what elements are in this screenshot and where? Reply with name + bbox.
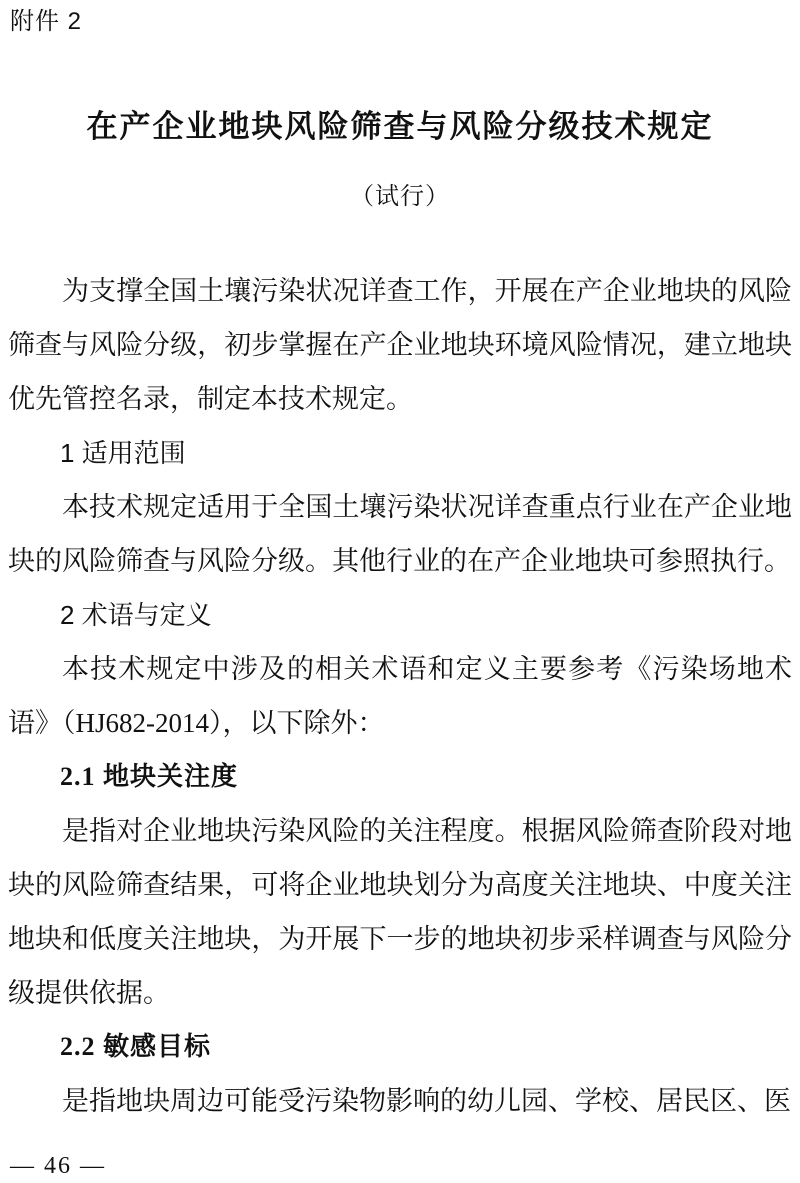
document-subtitle: （试行） bbox=[350, 184, 450, 210]
heading-terms: 2 术语与定义 bbox=[60, 600, 212, 630]
heading-scope: 1 适用范围 bbox=[60, 438, 186, 468]
intro-paragraph: 为支撑全国土壤污染状况详查工作，开展在产企业地块的风险筛查与风险分级，初步掌握在产企业地块环境风险情况，建立地块优先管控名录，制定本技术规定。 bbox=[8, 276, 792, 414]
page-number: — 46 — bbox=[10, 1153, 106, 1179]
heading-site-attention: 2.1 地块关注度 bbox=[60, 762, 239, 791]
scope-paragraph: 本技术规定适用于全国土壤污染状况详查重点行业在产企业地块的风险筛查与风险分级。其他行业的在产企业地块可参照执行。 bbox=[8, 492, 792, 576]
document-body bbox=[8, 264, 792, 1128]
terms-paragraph: 本技术规定中涉及的相关术语和定义主要参考《污染场地术语》（HJ682-2014），以下除外： bbox=[8, 654, 792, 738]
heading-sensitive-targets: 2.2 敏感目标 bbox=[60, 1032, 212, 1061]
attachment-label: 附件 2 bbox=[10, 8, 83, 35]
document-title: 在产企业地块风险筛查与风险分级技术规定 bbox=[86, 109, 714, 144]
site-attention-paragraph: 是指对企业地块污染风险的关注程度。根据风险筛查阶段对地块的风险筛查结果，可将企业地块划分为高度关注地块、中度关注地块和低度关注地块，为开展下一步的地块初步采样调查与风险分级提供依据。 bbox=[8, 816, 792, 1008]
sensitive-targets-paragraph: 是指地块周边可能受污染物影响的幼儿园、学校、居民区、医 bbox=[62, 1086, 791, 1116]
